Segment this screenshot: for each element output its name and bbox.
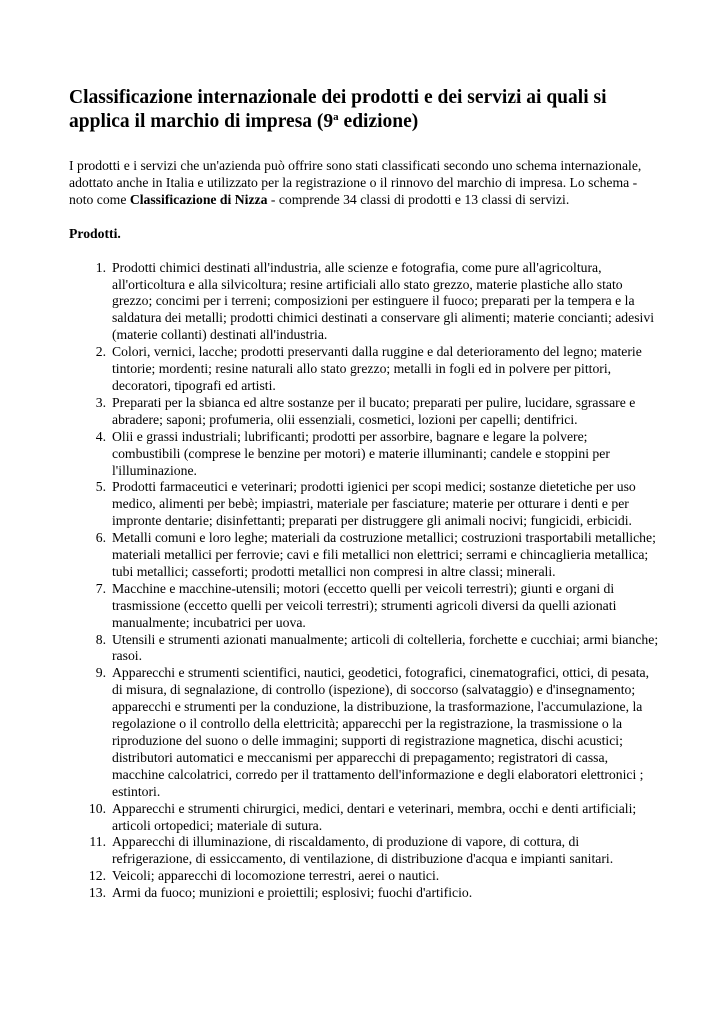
list-item-number: 1. [95, 259, 106, 275]
document-title [69, 86, 659, 134]
list-item-number: 8. [95, 631, 106, 647]
list-item [69, 885, 659, 902]
title-end-text: edizione) [338, 111, 419, 132]
section-heading-prodotti: Prodotti. [69, 225, 121, 241]
list-item-text: Olii e grassi industriali; lubrificanti; prodotti per assorbire, bagnare e legare la polvere; combustibili (comprese le benzine per motori) e materie illuminanti; candele e stoppini per l'illuminazione. [112, 428, 610, 478]
intro-text-part2: - comprende 34 classi di prodotti e 13 classi di servizi. [267, 191, 570, 207]
list-item [69, 530, 659, 581]
list-item-number: 3. [95, 394, 106, 410]
list-item-number: 13. [88, 885, 106, 901]
list-item-text: Preparati per la sbianca ed altre sostanze per il bucato; preparati per pulire, lucidare, sgrassare e abradere; saponi; profumeria, olii essenziali, cosmetici, lozioni per capelli; dentifrici. [112, 394, 636, 427]
list-item [69, 429, 659, 480]
list-item-text: Metalli comuni e loro leghe; materiali da costruzione metallici; costruzioni trasportabili metalliche; materiali metallici per ferrovie; cavi e fili metallici non elettrici; serrami e chincaglieria metallica; tubi metallici; casseforti; prodotti metallici non compresi in altre classi; minerali. [112, 530, 656, 579]
list-item-number: 2. [95, 344, 106, 360]
list-item [69, 479, 659, 530]
list-item [69, 632, 659, 666]
intro-paragraph [69, 158, 659, 209]
list-item-number: 7. [95, 580, 106, 596]
list-item [69, 665, 659, 800]
list-item-text: Macchine e macchine-utensili; motori (eccetto quelli per veicoli terrestri); giunti e organi di trasmissione (eccetto quelli per veicoli terrestri); strumenti agricoli diversi da quelli azionati manualmente; incubatrici per uova. [112, 580, 617, 630]
list-item [69, 868, 659, 885]
list-item [69, 801, 659, 835]
list-item-text: Apparecchi di illuminazione, di riscaldamento, di produzione di vapore, di cottura, di refrigerazione, di essiccamento, di ventilazione, di distribuzione d'acqua e impianti sanitari. [112, 834, 614, 867]
list-item-text: Armi da fuoco; munizioni e proiettili; esplosivi; fuochi d'artificio. [112, 885, 473, 901]
list-item-number: 10. [88, 800, 106, 816]
list-item-number: 12. [88, 868, 106, 884]
intro-bold-term: Classificazione di Nizza [129, 191, 268, 207]
title-main-text: Classificazione internazionale dei prodotti e dei servizi ai quali si applica il marchio di impresa (9 [69, 87, 607, 132]
list-item [69, 834, 659, 868]
list-item [69, 344, 659, 395]
intro-text-part1: I prodotti e i servizi che un'azienda può offrire sono stati classificati secondo uno schema internazionale, adottato anche in Italia e utilizzato per la registrazione o il rinnovo del marchio di impresa. Lo schema - noto come [69, 158, 642, 207]
list-item-text: Apparecchi e strumenti scientifici, nautici, geodetici, fotografici, cinematografici, ottici, di pesata, di misura, di segnalazione, di controllo (ispezione), di soccorso (salvataggio) e d'insegnamento; apparecchi e strumenti per la conduzione, la distribuzione, la trasformazione, l'accumulazione, la regolazione o il controllo della elettricità; apparecchi per la registrazione, la trasmissione o la riproduzione del suono o delle immagini; supporti di registrazione magnetica, dischi acustici; distributori automatici e meccanismi per apparecchi di prepagamento; registratori di cassa, macchine calcolatrici, corredo per il trattamento dell'informazione e degli elaboratori elettronici ; estintori. [112, 665, 650, 799]
list-item [69, 581, 659, 632]
list-item-text: Prodotti farmaceutici e veterinari; prodotti igienici per scopi medici; sostanze dietetiche per uso medico, alimenti per bebè; impiastri, materiale per fasciature; materie per otturare i denti e per impronte dentarie; disinfettanti; preparati per distruggere gli animali nocivi; fungicidi, erbicidi. [112, 479, 636, 529]
list-item-number: 6. [95, 530, 106, 546]
list-item [69, 395, 659, 429]
list-item-text: Apparecchi e strumenti chirurgici, medici, dentari e veterinari, membra, occhi e denti artificiali; articoli ortopedici; materiale di sutura. [112, 800, 637, 833]
list-item-number: 11. [89, 834, 106, 850]
title-superscript: a [333, 111, 339, 123]
product-class-list [69, 260, 659, 902]
list-item [69, 260, 659, 345]
list-item-text: Colori, vernici, lacche; prodotti preservanti dalla ruggine e dal deterioramento del legno; materie tintorie; mordenti; resine naturali allo stato grezzo; metalli in fogli ed in polvere per pittori, decoratori, tipografi ed artisti. [112, 344, 642, 393]
document-page [69, 86, 659, 902]
list-item-number: 4. [95, 428, 106, 444]
list-item-text: Utensili e strumenti azionati manualmente; articoli di coltelleria, forchette e cucchiai; armi bianche; rasoi. [112, 631, 659, 664]
list-item-number: 5. [95, 479, 106, 495]
list-item-text: Veicoli; apparecchi di locomozione terrestri, aerei o nautici. [112, 868, 440, 884]
list-item-number: 9. [95, 665, 106, 681]
list-item-text: Prodotti chimici destinati all'industria, alle scienze e fotografia, come pure all'agricoltura, all'orticoltura e alla silvicoltura; resine artificiali allo stato grezzo, materie plastiche allo stato grezzo; concimi per i terreni; composizioni per estinguere il fuoco; preparati per la tempera e la saldatura dei metalli; prodotti chimici destinati a conservare gli alimenti; materie concianti; adesivi (materie collanti) destinati all'industria. [112, 259, 654, 343]
